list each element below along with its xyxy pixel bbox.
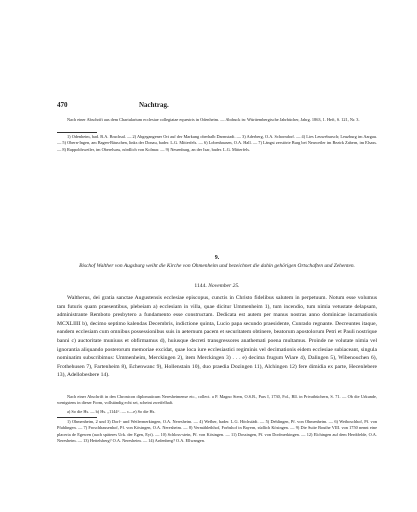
- footnote-separator: [57, 417, 97, 418]
- source-note: Nach einer Abschrift in den Chronicon diplomaticum Neresheimense etc., collect. a P. Magno Stern, O.S.B., Pars I, 1730, Fol., Bll. in Privatbüchern, S. 71. — Ob die Urkunde, wenigstens in dieser Form, vollständig echt sei, scheint zweifelhaft.: [57, 394, 377, 406]
- footnotes: 1) Ohmenheim, 2 und 3) Dorf- und Weilermerkingen, O.A. Neresheim. — 4) Wefher, bader. L.G. Höchstädt. — 5) Dehlingen, Pf. von Ohmenheim. — 6) Weiboschhof, Pf. von Pfahlingen. — 7) Froschhausenhof, Pf. von Kösingen, O.A. Neresheim. — 8) Vermählethhof, Forbshof in Bayern, südlich Kösingen. — 9) Die Suite Bouthe VIII. von 1750 nennt eine placeria de Egewen (auch späteres Urk. der Egen, Eyt). — 10) Schloss-stein, Pf. von Kösingen. — 11) Dossingen, Pf. von Dorfmerkingen. — 12) Elchingen auf dem Herdtfelde, O.A. Neresheim. — 13) Hettelsberg? O.A. Neresheim. — 14) Ardenberg? O.A. Ellwangen.: [57, 419, 377, 444]
- running-title: Nachtrag.: [139, 101, 169, 109]
- footnote-separator: [57, 132, 97, 133]
- variant-notes: a) So die Hs. — b) Hs. „1144“. — c—e) So die Hs.: [67, 409, 156, 414]
- previous-source-note: Nach einer Abschrift aus dem Chartularium ecclesiae collegiatae equestris in Odenheim. — Abdruck in: Württembergische Jahrbücher, Jahrg. 1863, 1. Heft, S. 121, Nr. 3.: [67, 117, 360, 122]
- previous-footnotes: 1) Odenheim, bad. B.A. Bruchsal. — 2) Abgegangener Ort auf der Markung oberhalb Darmstadt. — 3) Aderberg, O.A. Schorndorf. — 4) Lies Leuwebursch; Leuzburg im Aargau. — 5) Obern-Ingen, am Bagen-Bäuschen, links der Donau, bader. L.G. Mitterfels. — 6) Lobenhausen, O.A. Hall. — 7) Längst zerstörte Burg bei Neuweiler im Bezirk Zabern, im Elsass. — 8) Rappoldsweiler, im Oberelsass, nördlich von Kolmar. — 9) Neuenburg, an der Isar, bader. L.G. Mitterfels.: [57, 134, 377, 152]
- page-number: 470: [57, 101, 68, 109]
- document-date: [57, 283, 377, 289]
- charter-text: Waltherus, dei gratia sanctae Augustensis ecclesiae episcopus, cunctis in Christo fidelibus salutem in perpetuum. Notum esse volumus tam futuris quam praesentibus, plebeiam a) ecclesiam in villa, quae dicitur Ummenheim 1), tum incendio, tum nimia vetustate delapsam, administrante Remboto presbytero a fundamento esse constructam. Dedicata est autem per manus nostras anno dominicae incarnationis MCXLIIII b), decimo septimo kalendas Decembris, indictione quinta, Lucio papa secundo praesidente, Cunrado regnante. Decreuntes itaque, eandem ecclesiam cum omnibus possessionibus suis in aeternum pacem et securitatem obtinere, beatorum apostolorum Petri et Pauli nostrique banni c) auctoritate muniuus et obfirmamus d), huiusque decreti transgressores anathemati poena multamus. Proinde ne volutate nimia vel ignorantia aliquando posterorum memoriae excidat, quae loca iure ecclesiastici regiminis vel decimationis eidem ecclesiae subiaceant, singula nominatim subscribimus: Ummenheim, Merckingen 2), item Merckingen 3) . . . e) decima frugum Wiare 4), Dalingen 5), Wibenouchen 6), Frothehusen 7), Fartenheim 8), Echenwanc 9), Hollenstain 10), duo praedia Dozingen 11), Alchingen 12) fere dimidia ex parte, Hecenlebere 13), Adellobesbere 14).: [57, 295, 377, 379]
- document-title: Bischof Walther von Augsburg weiht die Kirche von Ohmenheim und bezeichnet die dahin gehörigen Ortschaften und Zehenten.: [79, 263, 355, 269]
- document-day: November 25.: [208, 283, 240, 289]
- document-year: 1144.: [194, 283, 207, 289]
- document-number: 9.: [214, 255, 220, 261]
